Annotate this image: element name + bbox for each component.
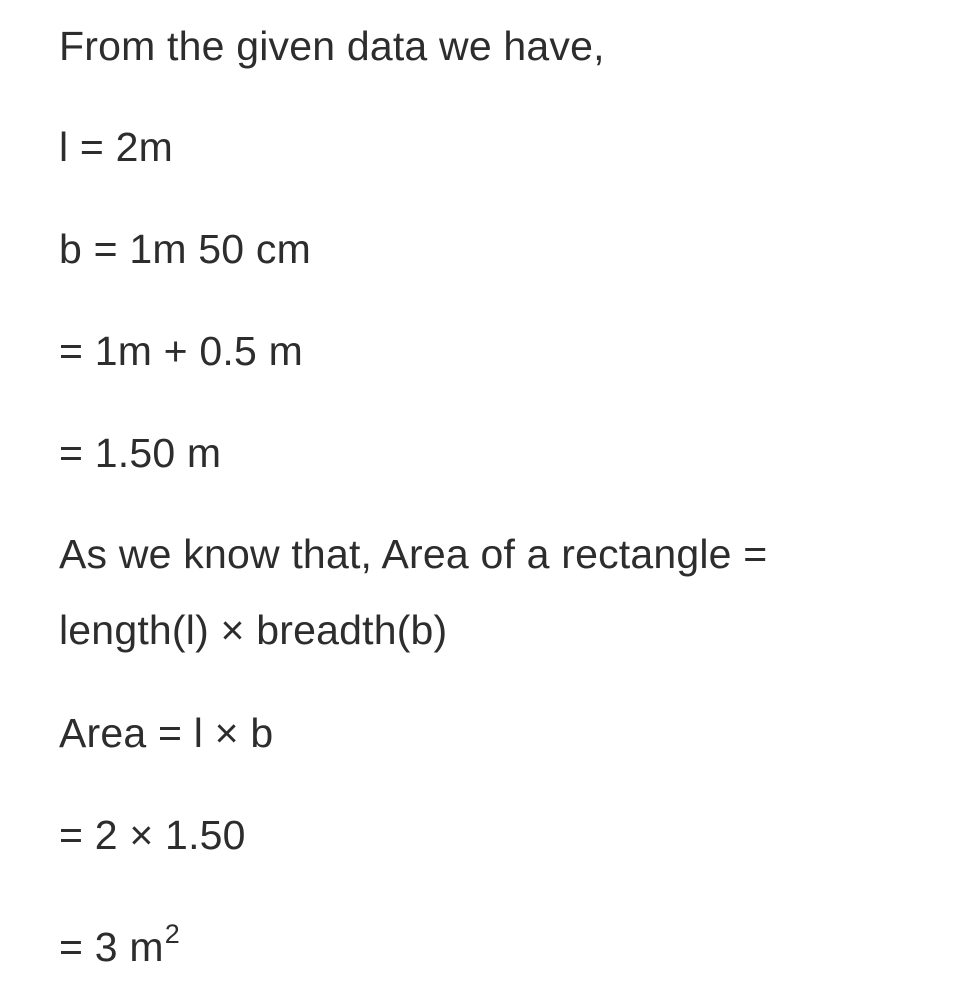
- breadth-step-line: = 1m + 0.5 m: [59, 328, 303, 374]
- breadth-result-line: = 1.50 m: [59, 430, 222, 476]
- area-result-value: = 3 m: [59, 924, 164, 970]
- breadth-line: b = 1m 50 cm: [59, 226, 311, 272]
- formula-line-2: length(l) × breadth(b): [59, 607, 448, 653]
- area-line: Area = l × b: [59, 710, 274, 756]
- length-line: l = 2m: [59, 124, 173, 170]
- area-step-line: = 2 × 1.50: [59, 812, 246, 858]
- formula-line-1: As we know that, Area of a rectangle =: [59, 531, 768, 577]
- area-result-line: [59, 919, 180, 977]
- area-result-exponent: 2: [164, 919, 180, 949]
- intro-line: From the given data we have,: [59, 23, 605, 69]
